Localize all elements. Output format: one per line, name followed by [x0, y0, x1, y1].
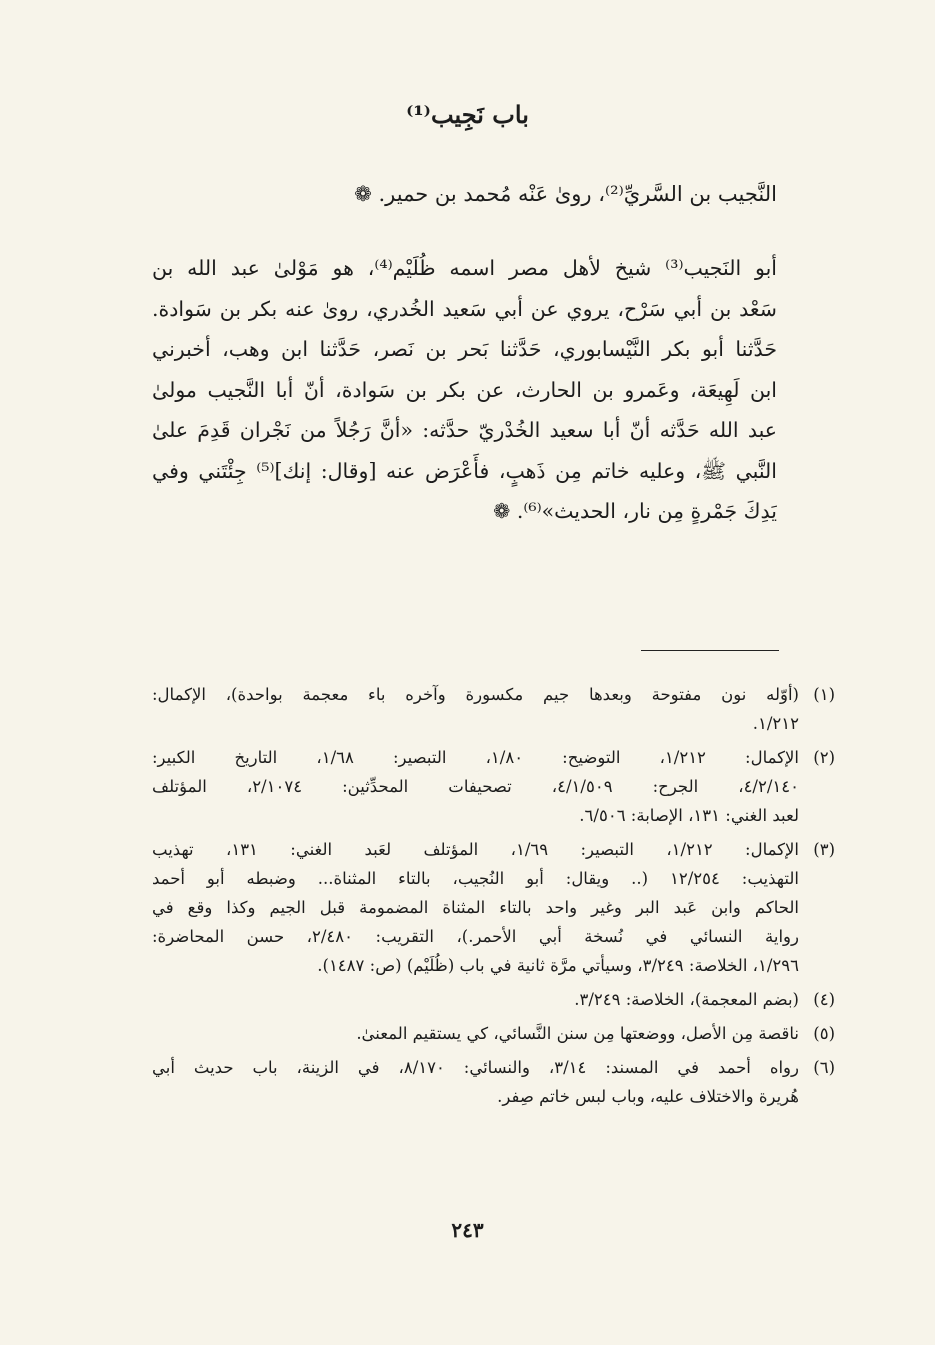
footnote-number: (٣)	[813, 840, 835, 859]
footnote-number: (٢)	[813, 748, 835, 767]
footnote-6	[152, 1053, 835, 1111]
footnote-number: (٤)	[813, 990, 835, 1009]
entry-line: يَدِكَ جَمْرةٍ مِن نار، الحديث»⁽⁶⁾. ❁	[493, 499, 777, 523]
entry-line: سَعْد بن أبي سَرْح، يروي عن أبي سَعيد الخُدري، روىٰ عنه بكر بن سَوادة.	[152, 296, 777, 321]
footnote-line: (بضم المعجمة)، الخلاصة: ٣/٢٤٩.	[574, 990, 799, 1009]
entry-abu-al-najib	[152, 248, 777, 532]
entry-line: أبو النَجيب⁽³⁾ شيخ لأهل مصر اسمه ظُلَيْم⁽⁴⁾، هو مَوْلىٰ عبد الله بن	[152, 256, 777, 280]
footnote-number: (٥)	[813, 1024, 835, 1043]
footnote-line: التهذيب: ١٢/٢٥٤ (.. ويقال: أبو النُجيب، بالتاء المثناة... وضبطه أبو أحمد	[152, 869, 799, 888]
footnote-line: رواه أحمد في المسند: ٣/١٤، والنسائي: ٨/١٧٠، في الزينة، باب حديث أبي	[152, 1058, 799, 1077]
footnote-5	[152, 1019, 835, 1048]
chapter-title: باب نَجِيب⁽¹⁾	[406, 100, 529, 129]
footnote-line: ١/٢٩٦، الخلاصة: ٣/٢٤٩، وسيأتي مرَّة ثانية في باب (ظُلَيْم) (ص: ١٤٨٧).	[317, 956, 799, 975]
footnote-line: ٤/٢/١٤٠، الجرح: ٤/١/٥٠٩، تصحيفات المحدِّثين: ٢/١٠٧٤، المؤتلف	[152, 777, 799, 796]
entry-line: حَدَّثنا أبو بكر النَّيْسابوري، حَدَّثنا بَحر بن نَصر، حَدَّثنا ابن وهب، أخبرني	[152, 337, 777, 361]
entry-line: ابن لَهِيعَة، وعَمرو بن الحارث، عن بكر بن سَوادة، أنّ أبا النَّجيب مولىٰ	[152, 377, 777, 402]
footnote-line: هُريرة والاختلاف عليه، وباب لبس خاتم صِفر.	[497, 1087, 799, 1106]
page-number: ٢٤٣	[451, 1218, 484, 1242]
entry-line: عبد الله حَدَّثه أنّ أبا سعيد الخُدْريّ حدَّثه: «أنَّ رَجُلاً من نَجْران قَدِمَ علىٰ	[152, 418, 777, 442]
footnote-line: الحاكم وابن عَبد البر وغير واحد بالتاء المثناة المضمومة قبل الجيم وكذا وقع في	[152, 898, 799, 917]
footnote-line: لعبد الغني: ١٣١، الإصابة: ٦/٥٠٦.	[579, 806, 799, 825]
footnotes	[152, 680, 835, 1116]
footnote-number: (٦)	[813, 1058, 835, 1077]
footnote-line: الإكمال: ١/٢١٢، التبصير: ١/٦٩، المؤتلف لعَبد الغني: ١٣١، تهذيب	[152, 840, 799, 859]
footnote-4	[152, 985, 835, 1014]
footnote-line: ناقصة مِن الأصل، ووضعتها مِن سنن النَّسائي، كي يستقيم المعنىٰ.	[356, 1024, 799, 1043]
footnote-1	[152, 680, 835, 738]
entry-line: النَّبي ﷺ، وعليه خاتم مِن ذَهبٍ، فأَعْرَض عنه [وقال: إنك]⁽⁵⁾ جِئْتَني وفي	[152, 458, 777, 483]
entry-najib-ibn-al-sari: النَّجيب بن السَّريِّ⁽²⁾، روىٰ عَنْه مُحمد بن حمير. ❁	[354, 182, 777, 206]
footnote-line: ١/٢١٢.	[752, 714, 799, 733]
footnote-line: رواية النسائي في نُسخة أبي الأحمر.)، التقريب: ٢/٤٨٠، حسن المحاضرة:	[152, 927, 799, 946]
footnote-divider	[641, 650, 779, 651]
footnote-3	[152, 835, 835, 980]
footnote-line: الإكمال: ١/٢١٢، التوضيح: ١/٨٠، التبصير: ١/٦٨، التاريخ الكبير:	[152, 748, 799, 767]
footnote-2	[152, 743, 835, 830]
footnote-number: (١)	[813, 685, 835, 704]
footnote-line: (أوّله نون مفتوحة وبعدها جيم مكسورة وآخره باء معجمة بواحدة)، الإكمال:	[152, 685, 799, 704]
